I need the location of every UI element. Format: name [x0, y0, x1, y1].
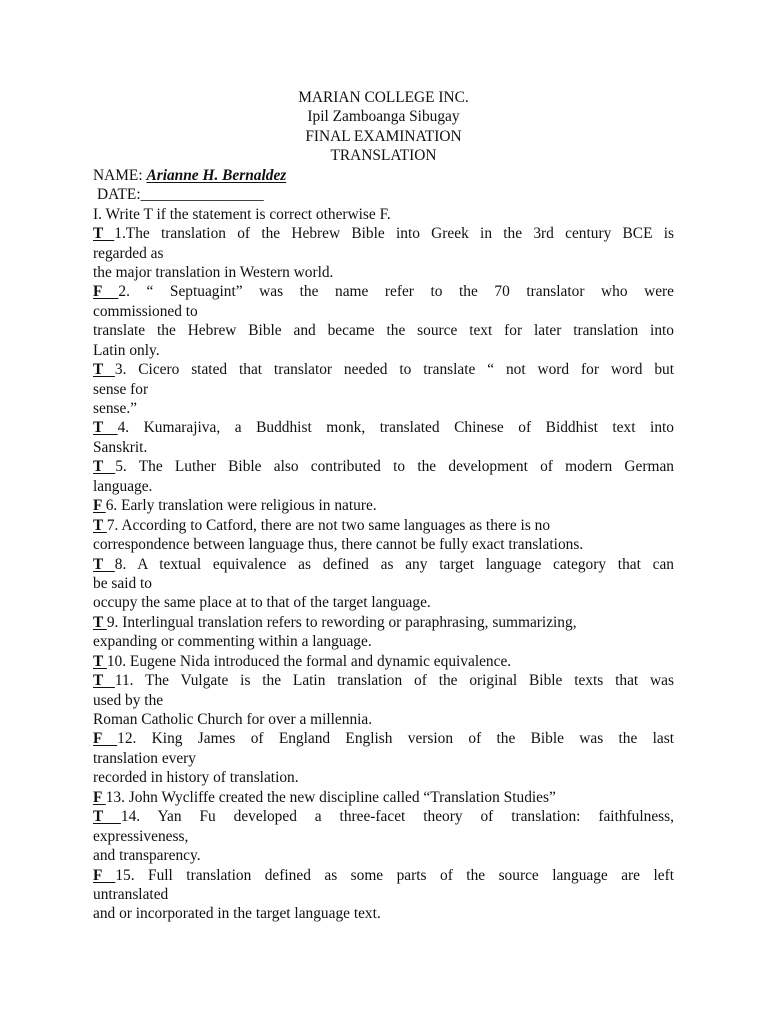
question-line [93, 710, 674, 729]
question-item [93, 729, 674, 787]
question-line [93, 438, 674, 457]
question-line [93, 399, 674, 418]
question-list [93, 224, 674, 924]
question-text: regarded as [93, 244, 164, 262]
question-line-first [93, 807, 674, 826]
question-text: and or incorporated in the target language text. [93, 905, 381, 923]
question-text: 9. Interlingual translation refers to rewording or paraphrasing, summarizing, [106, 613, 577, 631]
question-line-first [93, 652, 674, 671]
question-line [93, 632, 674, 651]
question-text: correspondence between language thus, there cannot be fully exact translations. [93, 536, 584, 554]
question-item [93, 496, 674, 515]
question-line [93, 321, 674, 340]
question-item [93, 652, 674, 671]
answer-mark: T [93, 555, 115, 573]
question-text: 12. King James of England English version of the Bible was the last [117, 730, 674, 748]
question-item [93, 555, 674, 613]
question-line [93, 691, 674, 710]
question-line-first [93, 360, 674, 379]
question-text: translation every [93, 749, 196, 767]
question-text: 3. Cicero stated that translator needed to translate “ not word for word but [114, 361, 674, 379]
question-text: the major translation in Western world. [93, 263, 334, 281]
answer-mark: T [93, 516, 107, 534]
question-text: commissioned to [93, 302, 198, 320]
question-line [93, 244, 674, 263]
question-item [93, 360, 674, 418]
school-name: MARIAN COLLEGE INC. [298, 89, 469, 106]
question-text: untranslated [93, 885, 169, 903]
question-text: recorded in history of translation. [93, 769, 299, 787]
question-line [93, 846, 674, 865]
question-line [93, 749, 674, 768]
question-item [93, 671, 674, 729]
question-text: 14. Yan Fu developed a three-facet theory of translation: faithfulness, [120, 808, 674, 826]
answer-mark: T [93, 458, 116, 476]
question-item [93, 282, 674, 360]
name-label: NAME: [93, 166, 147, 184]
question-text: 7. According to Catford, there are not two same languages as there is no [106, 516, 551, 534]
question-item [93, 418, 674, 457]
question-line-first [93, 866, 674, 885]
question-text: expanding or commenting within a language. [93, 633, 372, 651]
question-text: and transparency. [93, 847, 201, 865]
answer-mark: T [93, 225, 115, 243]
question-text: 5. The Luther Bible also contributed to the development of modern German [115, 458, 674, 476]
question-text: language. [93, 477, 153, 495]
question-line-first [93, 555, 674, 574]
question-line [93, 885, 674, 904]
question-text: 10. Eugene Nida introduced the formal and dynamic equivalence. [106, 652, 512, 670]
question-line-first [93, 729, 674, 748]
answer-mark: T [93, 613, 107, 631]
question-text: Roman Catholic Church for over a millennia. [93, 711, 373, 728]
question-text: sense.” [93, 400, 138, 417]
question-line [93, 263, 674, 282]
name-line [93, 166, 674, 185]
school-location: Ipil Zamboanga Sibugay [307, 108, 460, 126]
answer-mark: F [93, 866, 116, 884]
question-text: 8. A textual equivalence as defined as any target language category that can [114, 555, 674, 573]
student-name: Arianne H. Bernaldez [146, 166, 287, 184]
question-line [93, 380, 674, 399]
answer-mark: T [93, 652, 107, 670]
question-item [93, 613, 674, 652]
question-line-first [93, 418, 674, 437]
question-text: used by the [93, 691, 164, 709]
question-item [93, 516, 674, 555]
question-line [93, 477, 674, 496]
question-text: 13. John Wycliffe created the new discipline called “Translation Studies” [105, 788, 556, 806]
exam-subject: TRANSLATION [330, 147, 437, 165]
question-text: Latin only. [93, 341, 160, 359]
question-line [93, 768, 674, 787]
question-line-first [93, 516, 674, 535]
question-line-first [93, 224, 674, 243]
answer-mark: F [93, 283, 119, 301]
question-line-first [93, 457, 674, 476]
question-text: 6. Early translation were religious in nature. [105, 497, 377, 515]
question-line-first [93, 496, 674, 515]
question-line-first [93, 671, 674, 690]
question-line-first [93, 788, 674, 807]
date-line: DATE:________________ [97, 186, 264, 204]
question-text: be said to [93, 574, 152, 592]
answer-mark: F [93, 497, 106, 515]
question-line [93, 302, 674, 321]
answer-mark: T [93, 361, 115, 379]
question-text: sense for [93, 380, 149, 398]
question-text: translate the Hebrew Bible and became the source text for later translation into [93, 322, 674, 340]
question-text: 4. Kumarajiva, a Buddhist monk, translated Chinese of Biddhist text into [117, 419, 674, 437]
question-text: 11. The Vulgate is the Latin translation of the original Bible texts that was [114, 672, 674, 690]
answer-mark: T [93, 419, 118, 437]
exam-page [93, 88, 674, 924]
answer-mark: F [93, 788, 106, 806]
question-item [93, 866, 674, 924]
question-item [93, 807, 674, 865]
question-text: expressiveness, [93, 827, 189, 845]
question-line [93, 341, 674, 360]
question-line [93, 904, 674, 923]
question-line [93, 574, 674, 593]
question-line [93, 827, 674, 846]
question-text: 2. “ Septuagint” was the name refer to the 70 translator who were [118, 283, 674, 301]
question-line [93, 593, 674, 612]
question-item [93, 224, 674, 282]
exam-title: FINAL EXAMINATION [305, 127, 462, 145]
question-line-first [93, 282, 674, 301]
question-line-first [93, 613, 674, 632]
question-item [93, 788, 674, 807]
exam-header [93, 88, 674, 166]
question-text: Sanskrit. [93, 438, 148, 456]
question-line [93, 535, 674, 554]
question-item [93, 457, 674, 496]
answer-mark: T [93, 672, 115, 690]
instruction: I. Write T if the statement is correct otherwise F. [93, 205, 391, 223]
question-text: occupy the same place at to that of the target language. [93, 594, 431, 612]
answer-mark: T [93, 808, 121, 826]
question-text: 15. Full translation defined as some parts of the source language are left [115, 866, 674, 884]
answer-mark: F [93, 730, 118, 748]
question-text: 1.The translation of the Hebrew Bible into Greek in the 3rd century BCE is [114, 225, 675, 243]
